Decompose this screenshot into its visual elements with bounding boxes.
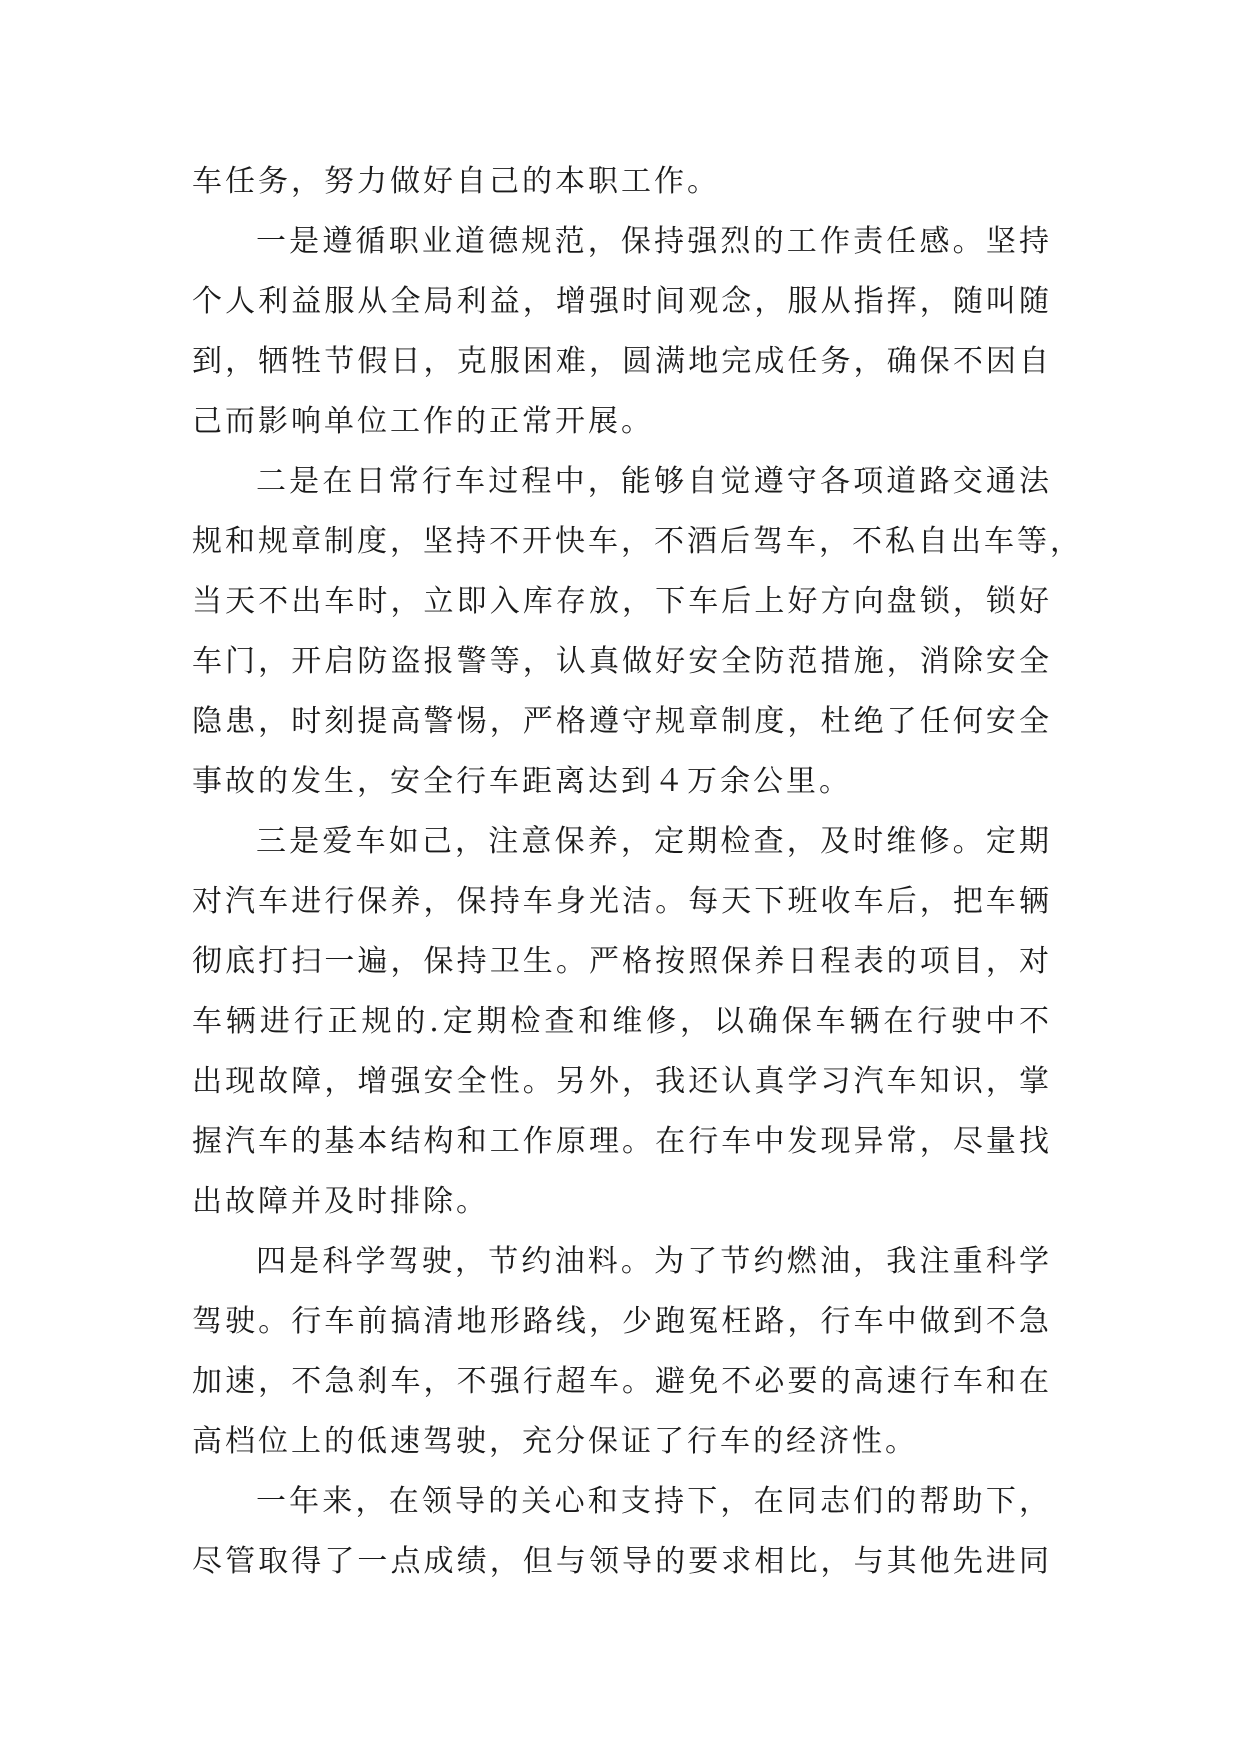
text-line: 出故障并及时排除。 <box>192 1184 489 1219</box>
text-line: 当天不出车时，立即入库存放，下车后上好方向盘锁，锁好 <box>192 584 1052 619</box>
text-line: 己而影响单位工作的正常开展。 <box>192 404 654 439</box>
text-line: 驾驶。行车前搞清地形路线，少跑冤枉路，行车中做到不急 <box>192 1304 1052 1339</box>
text-line: 个人利益服从全局利益，增强时间观念，服从指挥，随叫随 <box>192 284 1052 319</box>
paragraph-two <box>192 452 1083 812</box>
text-line: 车任务，努力做好自己的本职工作。 <box>192 164 720 199</box>
text-line: 对汽车进行保养，保持车身光洁。每天下班收车后，把车辆 <box>192 884 1052 919</box>
paragraph-one <box>192 212 1052 452</box>
text-line: 车辆进行正规的.定期检查和维修，以确保车辆在行驶中不 <box>192 1004 1052 1039</box>
text-line: 一是遵循职业道德规范，保持强烈的工作责任感。坚持 <box>256 224 1052 259</box>
text-line: 握汽车的基本结构和工作原理。在行车中发现异常，尽量找 <box>192 1124 1052 1159</box>
text-line: 事故的发生，安全行车距离达到４万余公里。 <box>192 764 852 799</box>
text-line: 一年来，在领导的关心和支持下，在同志们的帮助下， <box>256 1484 1052 1519</box>
text-line: 出现故障，增强安全性。另外，我还认真学习汽车知识，掌 <box>192 1064 1052 1099</box>
document-body <box>192 152 1083 1592</box>
paragraph-four <box>192 1232 1052 1472</box>
paragraph-five <box>192 1472 1052 1592</box>
text-line: 规和规章制度，坚持不开快车，不酒后驾车，不私自出车等， <box>192 524 1083 559</box>
text-line: 尽管取得了一点成绩，但与领导的要求相比，与其他先进同 <box>192 1544 1052 1579</box>
text-line: 四是科学驾驶，节约油料。为了节约燃油，我注重科学 <box>256 1244 1052 1279</box>
text-line: 车门，开启防盗报警等，认真做好安全防范措施，消除安全 <box>192 644 1052 679</box>
text-line: 三是爱车如己，注意保养，定期检查，及时维修。定期 <box>256 824 1052 859</box>
text-line: 二是在日常行车过程中，能够自觉遵守各项道路交通法 <box>256 464 1052 499</box>
text-line: 高档位上的低速驾驶，充分保证了行车的经济性。 <box>192 1424 918 1459</box>
paragraph-continuation <box>192 152 1052 212</box>
text-line: 到，牺牲节假日，克服困难，圆满地完成任务，确保不因自 <box>192 344 1052 379</box>
text-line: 加速，不急刹车，不强行超车。避免不必要的高速行车和在 <box>192 1364 1052 1399</box>
paragraph-three <box>192 812 1052 1232</box>
text-line: 彻底打扫一遍，保持卫生。严格按照保养日程表的项目，对 <box>192 944 1052 979</box>
text-line: 隐患，时刻提高警惕，严格遵守规章制度，杜绝了任何安全 <box>192 704 1052 739</box>
